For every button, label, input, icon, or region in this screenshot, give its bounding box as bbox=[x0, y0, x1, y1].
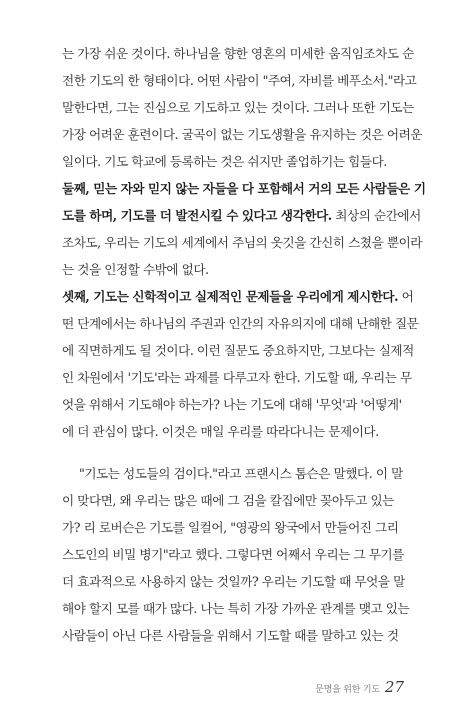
body-text-line bbox=[62, 208, 421, 224]
body-text-line: 전한 기도의 한 형태이다. 어떤 사람이 "주여, 자비를 베푸소서."라고 bbox=[62, 73, 417, 88]
body-text-line: 엇을 위해서 기도해야 하는가? 나는 기도에 대해 '무엇'과 '어떻게' bbox=[62, 397, 402, 412]
body-text-line: "기도는 성도들의 검이다."라고 프랜시스 톰슨은 말했다. 이 말 bbox=[79, 466, 403, 481]
body-text-line: 에 직면하게도 될 것이다. 이런 질문도 중요하지만, 그보다는 실제적 bbox=[62, 343, 414, 358]
text-run: 어 bbox=[398, 289, 414, 304]
body-text-line: 는 것을 인정할 수밖에 없다. bbox=[62, 262, 209, 277]
body-text-line bbox=[62, 289, 414, 305]
text-run: 최상의 순간에서 bbox=[331, 208, 421, 223]
bold-phrase: 도를 하며, 기도를 더 발전시킬 수 있다고 생각한다. bbox=[62, 208, 332, 223]
body-text-line: 사람들이 아닌 다른 사람들을 위해서 기도할 때를 말하고 있는 것 bbox=[62, 628, 399, 643]
body-text-line: 떤 단계에서는 하나님의 주권과 인간의 자유의지에 대해 난해한 질문 bbox=[62, 316, 419, 331]
body-text-line: 이 맞다면, 왜 우리는 많은 때에 그 검을 칼집에만 꽂아두고 있는 bbox=[62, 493, 394, 508]
body-text-line: 더 효과적으로 사용하지 않는 것일까? 우리는 기도할 때 무엇을 말 bbox=[62, 574, 405, 589]
body-text-line: 에 더 관심이 많다. 이것은 매일 우리를 따라다니는 문제이다. bbox=[62, 424, 379, 439]
running-title: 문명을 위한 기도 bbox=[315, 685, 380, 695]
body-text-line: 가? 리 로버슨은 기도를 일컬어, "영광의 왕국에서 만들어진 그리 bbox=[62, 520, 399, 535]
body-text-line-bold: 둘째, 믿는 자와 믿지 않는 자들을 다 포함해서 거의 모든 사람들은 기 bbox=[62, 181, 426, 196]
body-text-line: 해야 할지 모를 때가 많다. 나는 특히 가장 가까운 관계를 맺고 있는 bbox=[62, 601, 410, 616]
body-text-line: 가장 어려운 훈련이다. 굴곡이 없는 기도생활을 유지하는 것은 어려운 bbox=[62, 127, 423, 142]
body-text-line: 는 가장 쉬운 것이다. 하나님을 향한 영혼의 미세한 움직임조차도 순 bbox=[62, 46, 414, 61]
page-footer bbox=[315, 678, 404, 704]
body-text-line: 조차도, 우리는 기도의 세계에서 주님의 옷깃을 간신히 스쳤을 뿐이라 bbox=[62, 235, 423, 250]
page-number: 27 bbox=[384, 678, 404, 696]
body-text-line: 인 차원에서 '기도'라는 과제를 다루고자 한다. 기도할 때, 우리는 무 bbox=[62, 370, 412, 385]
body-text-line: 일이다. 기도 학교에 등록하는 것은 쉬지만 졸업하기는 힘들다. bbox=[62, 154, 387, 169]
body-text-line: 말한다면, 그는 진심으로 기도하고 있는 것이다. 그러나 또한 기도는 bbox=[62, 100, 414, 115]
bold-phrase: 셋째, 기도는 신학적이고 실제적인 문제들을 우리에게 제시한다. bbox=[62, 289, 399, 304]
body-text-line: 스도인의 비밀 병기"라고 했다. 그렇다면 어째서 우리는 그 무기를 bbox=[62, 547, 404, 562]
